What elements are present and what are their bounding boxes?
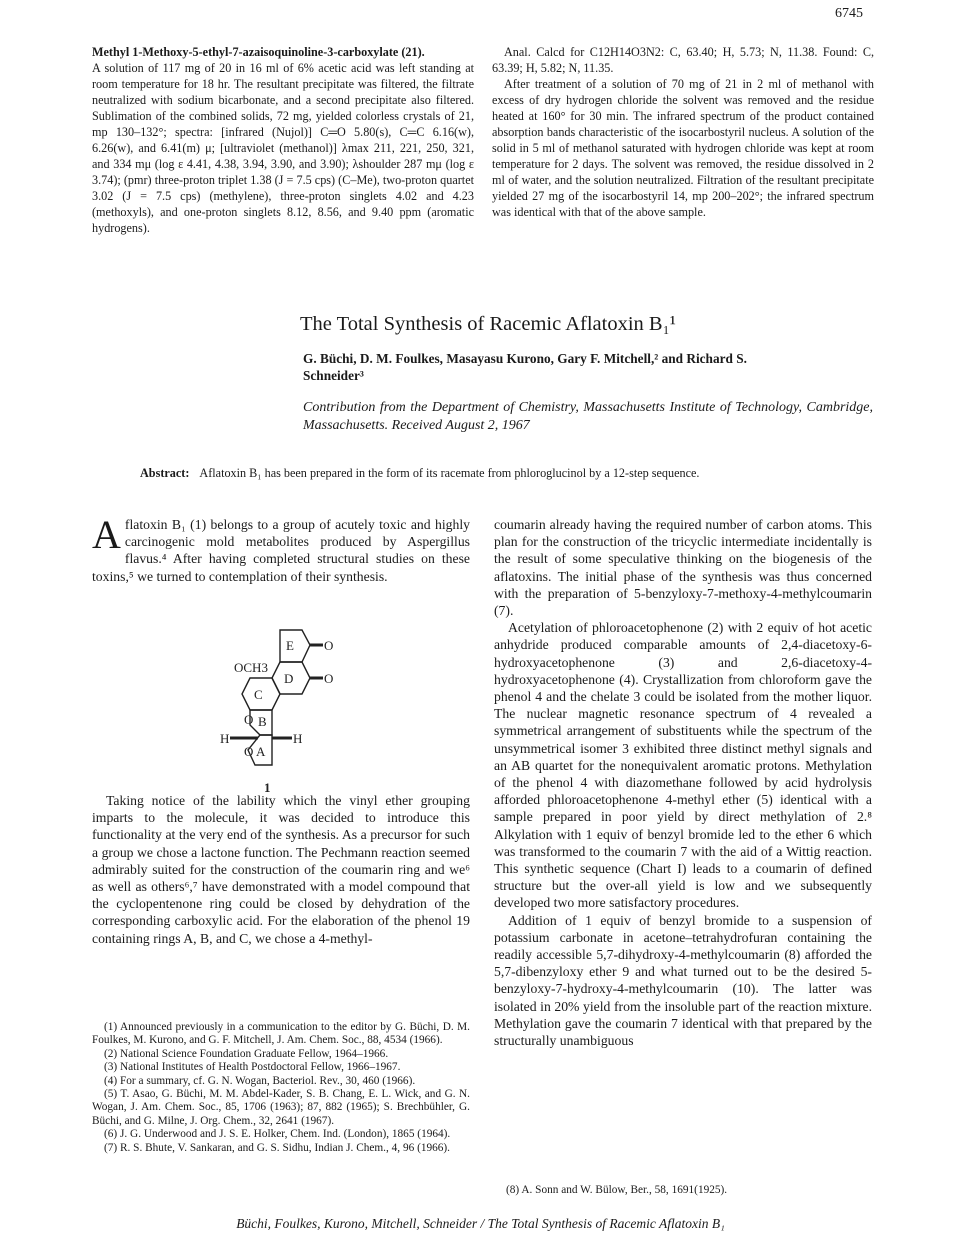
- oxygen-label: O: [324, 638, 334, 653]
- experimental-section-left: [92, 44, 474, 236]
- compound-number: 1: [264, 780, 271, 795]
- abstract-label: Abstract:: [140, 466, 190, 480]
- elemental-analysis: Anal. Calcd for C12H14O3N2: C, 63.40; H, 5.73; N, 11.38. Found: C, 63.39; H, 5.82; N, 11.35.: [492, 45, 874, 75]
- paragraph: flatoxin B₁ (1) belongs to a group of acutely toxic and highly carcinogenic mold metabolites produced by Aspergillus flavus.⁴ After having completed structural studies on these toxins,⁵ we turned to contemplation of their synthesis.: [92, 517, 470, 584]
- footnote: (7) R. S. Bhute, V. Sankaran, and G. S. Sidhu, Indian J. Chem., 4, 96 (1966).: [104, 1141, 451, 1154]
- paragraph: Taking notice of the lability which the vinyl ether grouping imparts to the molecule, it was decided to introduce this functionality at the very end of the synthesis. As a precursor for such a group we chose a lactone function. The Pechmann reaction seemed admirably suited for the construction of the coumarin ring and we⁶ as well as others⁶,⁷ have demonstrated with a model compound that the cyclopentenone ring could be closed by dehydration of the corresponding carboxylic acid. For the elaboration of the phenol 19 containing rings A, B, and C, we chose a 4-methyl-: [92, 793, 470, 946]
- ring-label: B: [258, 714, 267, 729]
- oxygen-label: O: [244, 712, 254, 727]
- body-left-intro: [92, 512, 470, 585]
- body-right: [494, 516, 872, 1049]
- abstract: [140, 466, 840, 481]
- footnote: (1) Announced previously in a communication to the editor by G. Büchi, D. M. Foulkes, M. Kurono, and G. F. Mitchell, J. Am. Chem. Soc., 88, 4534 (1966).: [92, 1021, 470, 1047]
- footnote: (3) National Institutes of Health Postdoctoral Fellow, 1966–1967.: [104, 1061, 401, 1074]
- ring-label: A: [256, 744, 266, 759]
- footnote: (5) T. Asao, G. Büchi, M. M. Abdel-Kader, S. B. Chang, E. L. Wick, and G. N. Wogan, J. Am. Chem. Soc., 85, 1706 (1963); 87, 882 (1965); S. Brechbühler, G. Büchi, and G. Milne, J. Org. Chem., 32, 2641 (1967).: [92, 1088, 470, 1127]
- ring-label: E: [286, 638, 294, 653]
- page-number: 6745: [835, 6, 863, 21]
- running-footer: Büchi, Foulkes, Kurono, Mitchell, Schneider / The Total Synthesis of Racemic Aflatoxin B₁: [236, 1216, 725, 1231]
- footnote: (4) For a summary, cf. G. N. Wogan, Bacteriol. Rev., 30, 460 (1966).: [104, 1074, 416, 1087]
- experimental-text: After treatment of a solution of 70 mg of 21 in 2 ml of methanol with excess of dry hydrogen chloride the solvent was removed and the residue heated at 160° for 30 min. The infrared spectrum of the product contained absorption bands characteristic of the isocarbostyril nucleus. A solution of the solid in 5 ml of methanol saturated with hydrogen chloride was kept at room temperature for 2 days. The solvent was removed, the residue dissolved in 2 ml of water, and the solution neutralized. Filtration of the resultant precipitate yielded 27 mg of the isocarbostyril 14, mp 200–202°; the infrared spectrum was identical with that of the above sample.: [492, 77, 874, 219]
- body-left-main: [92, 792, 470, 947]
- article-authors: G. Büchi, D. M. Foulkes, Masayasu Kurono, Gary F. Mitchell,² and Richard S. Schneider³: [303, 351, 747, 383]
- oxygen-label: O: [244, 744, 254, 759]
- hydrogen-label: H: [220, 731, 230, 746]
- oxygen-label: O: [324, 671, 334, 686]
- abstract-text: Aflatoxin B₁ has been prepared in the form of its racemate from phloroglucinol by a 12-step sequence.: [199, 466, 700, 480]
- footnotes-right: [494, 1184, 872, 1197]
- paragraph: coumarin already having the required number of carbon atoms. This plan for the construction of the tricyclic intermediate incidentally is the result of some speculative thinking on the biogenesis of the aflatoxins. The initial phase of the synthesis was thus concerned with the preparation of 5-benzyloxy-7-methoxy-4-methylcoumarin (7).: [494, 517, 872, 619]
- paragraph: Acetylation of phloroacetophenone (2) with 2 equiv of hot acetic anhydride produced comparable amounts of 2,4-diacetoxy-6-hydroxyacetophenone (3) and 2,6-diacetoxy-4-hydroxyacetophenone (4). Crystallization from chloroform gave the phenol 4 and the chelate 3 could be isolated from the mother liquor. The nuclear magnetic resonance spectrum of 4 revealed a symmetrical arrangement of substituents while the spectrum of the unsymmetrical isomer 3 exhibited three distinct methyl signals and an AB quartet for the nonequivalent aromatic protons. Methylation of the phenol 4 with diazomethane followed by acid hydrolysis afforded phloroacetophenone 4-methyl ether (5) identical with a sample prepared in poor yield by direct methylation of 2.⁸ Alkylation with 1 equiv of benzyl bromide led to the ether 6 which was transformed to the coumarin 7 with the aid of a Wittig reaction. This synthetic sequence (Chart I) leads to a coumarin of defined structure but the over-all yield is low and we subsequently developed two more satisfactory procedures.: [494, 620, 872, 911]
- aflatoxin-structure-diagram: [220, 620, 370, 795]
- drop-cap: A: [92, 512, 121, 557]
- ring-e: [280, 630, 310, 662]
- paragraph: Addition of 1 equiv of benzyl bromide to a suspension of potassium carbonate in acetone–tetrahydrofuran containing the readily accessible 5,7-dihydroxy-4-methylcoumarin (8) afforded the 5,7-dibenzyloxy ether 9 and what turned out to be the desired 5-benzyloxy-7-hydroxy-4-methylcoumarin (10). The latter was isolated in 20% yield from the insoluble part of the reaction mixture. Methylation gave the coumarin 7 identical with that prepared by the structurally unambiguous: [494, 912, 872, 1049]
- footnote: (2) National Science Foundation Graduate Fellow, 1964–1966.: [104, 1047, 389, 1060]
- affiliation: Contribution from the Department of Chemistry, Massachusetts Institute of Technology, Cambridge, Massachusetts. Received August 2, 1967: [303, 400, 873, 433]
- article-title: The Total Synthesis of Racemic Aflatoxin B₁¹: [300, 313, 676, 335]
- compound-heading: Methyl 1-Methoxy-5-ethyl-7-azaisoquinoline-3-carboxylate (21).: [92, 45, 425, 59]
- hydrogen-label: H: [293, 731, 303, 746]
- footnote: (8) A. Sonn and W. Bülow, Ber., 58, 1691(1925).: [506, 1184, 728, 1196]
- footnote: (6) J. G. Underwood and J. S. E. Holker, Chem. Ind. (London), 1865 (1964).: [104, 1128, 451, 1141]
- methoxy-label: OCH3: [234, 660, 268, 675]
- ring-label: C: [254, 687, 263, 702]
- experimental-section-right: [492, 44, 874, 220]
- experimental-text: A solution of 117 mg of 20 in 16 ml of 6% acetic acid was left standing at room temperature for 18 hr. The resultant precipitate was filtered, the filtrate neutralized with sodium bicarbonate, and a second precipitate also filtered. Sublimation of the combined solids, 72 mg, yielded colorless crystals of 21, mp 130–132°; spectra: [infrared (Nujol)] C═O 5.80(s), C═C 6.16(w), 6.26(w), and 6.41(m) μ; [ultraviolet (methanol)] λmax 211, 221, 250, 321, and 334 mμ (log ε 4.41, 4.38, 3.94, 3.90, and 3.90); λshoulder 287 mμ (log ε 3.74); (pmr) three-proton triplet 1.38 (J = 7.5 cps) (C–Me), two-proton quartet 3.02 (J = 7.5 cps) (methylene), three-proton singlets 4.02 and 4.23 (methoxyls), and one-proton singlets 8.12, 8.56, and 9.40 ppm (aromatic hydrogens).: [92, 61, 474, 235]
- footnotes-left: [92, 1021, 470, 1155]
- ring-label: D: [284, 671, 294, 686]
